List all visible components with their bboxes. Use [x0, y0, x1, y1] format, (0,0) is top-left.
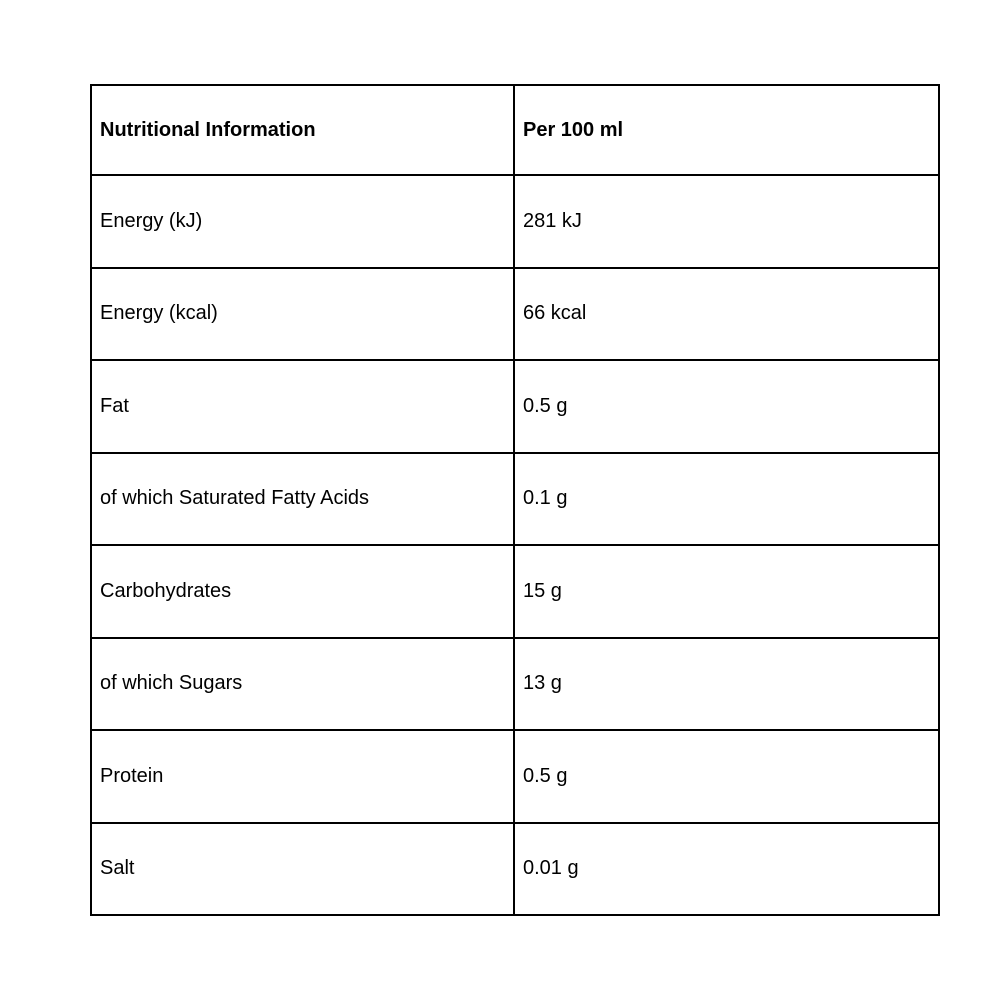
- nutrient-name: Protein: [91, 730, 514, 823]
- nutrient-value: 0.5 g: [514, 360, 939, 453]
- nutrient-value: 0.5 g: [514, 730, 939, 823]
- table-row: [91, 730, 939, 823]
- table-header-row: [91, 85, 939, 175]
- table-row: [91, 545, 939, 638]
- nutrient-name: of which Sugars: [91, 638, 514, 731]
- nutrient-name: Fat: [91, 360, 514, 453]
- nutrient-value: 281 kJ: [514, 175, 939, 268]
- table-row: [91, 360, 939, 453]
- nutrient-value: 13 g: [514, 638, 939, 731]
- nutrient-name: Energy (kcal): [91, 268, 514, 361]
- table-row: [91, 453, 939, 546]
- nutrition-table: [90, 84, 940, 916]
- nutrient-value: 0.1 g: [514, 453, 939, 546]
- header-nutritional-information: Nutritional Information: [91, 85, 514, 175]
- nutrient-name: Carbohydrates: [91, 545, 514, 638]
- table-row: [91, 175, 939, 268]
- nutrient-name: Energy (kJ): [91, 175, 514, 268]
- nutrient-value: 15 g: [514, 545, 939, 638]
- table-row: [91, 638, 939, 731]
- nutrient-name: of which Saturated Fatty Acids: [91, 453, 514, 546]
- nutrient-name: Salt: [91, 823, 514, 916]
- header-per-100-ml: Per 100 ml: [514, 85, 939, 175]
- table-row: [91, 823, 939, 916]
- table-row: [91, 268, 939, 361]
- nutrient-value: 66 kcal: [514, 268, 939, 361]
- nutrient-value: 0.01 g: [514, 823, 939, 916]
